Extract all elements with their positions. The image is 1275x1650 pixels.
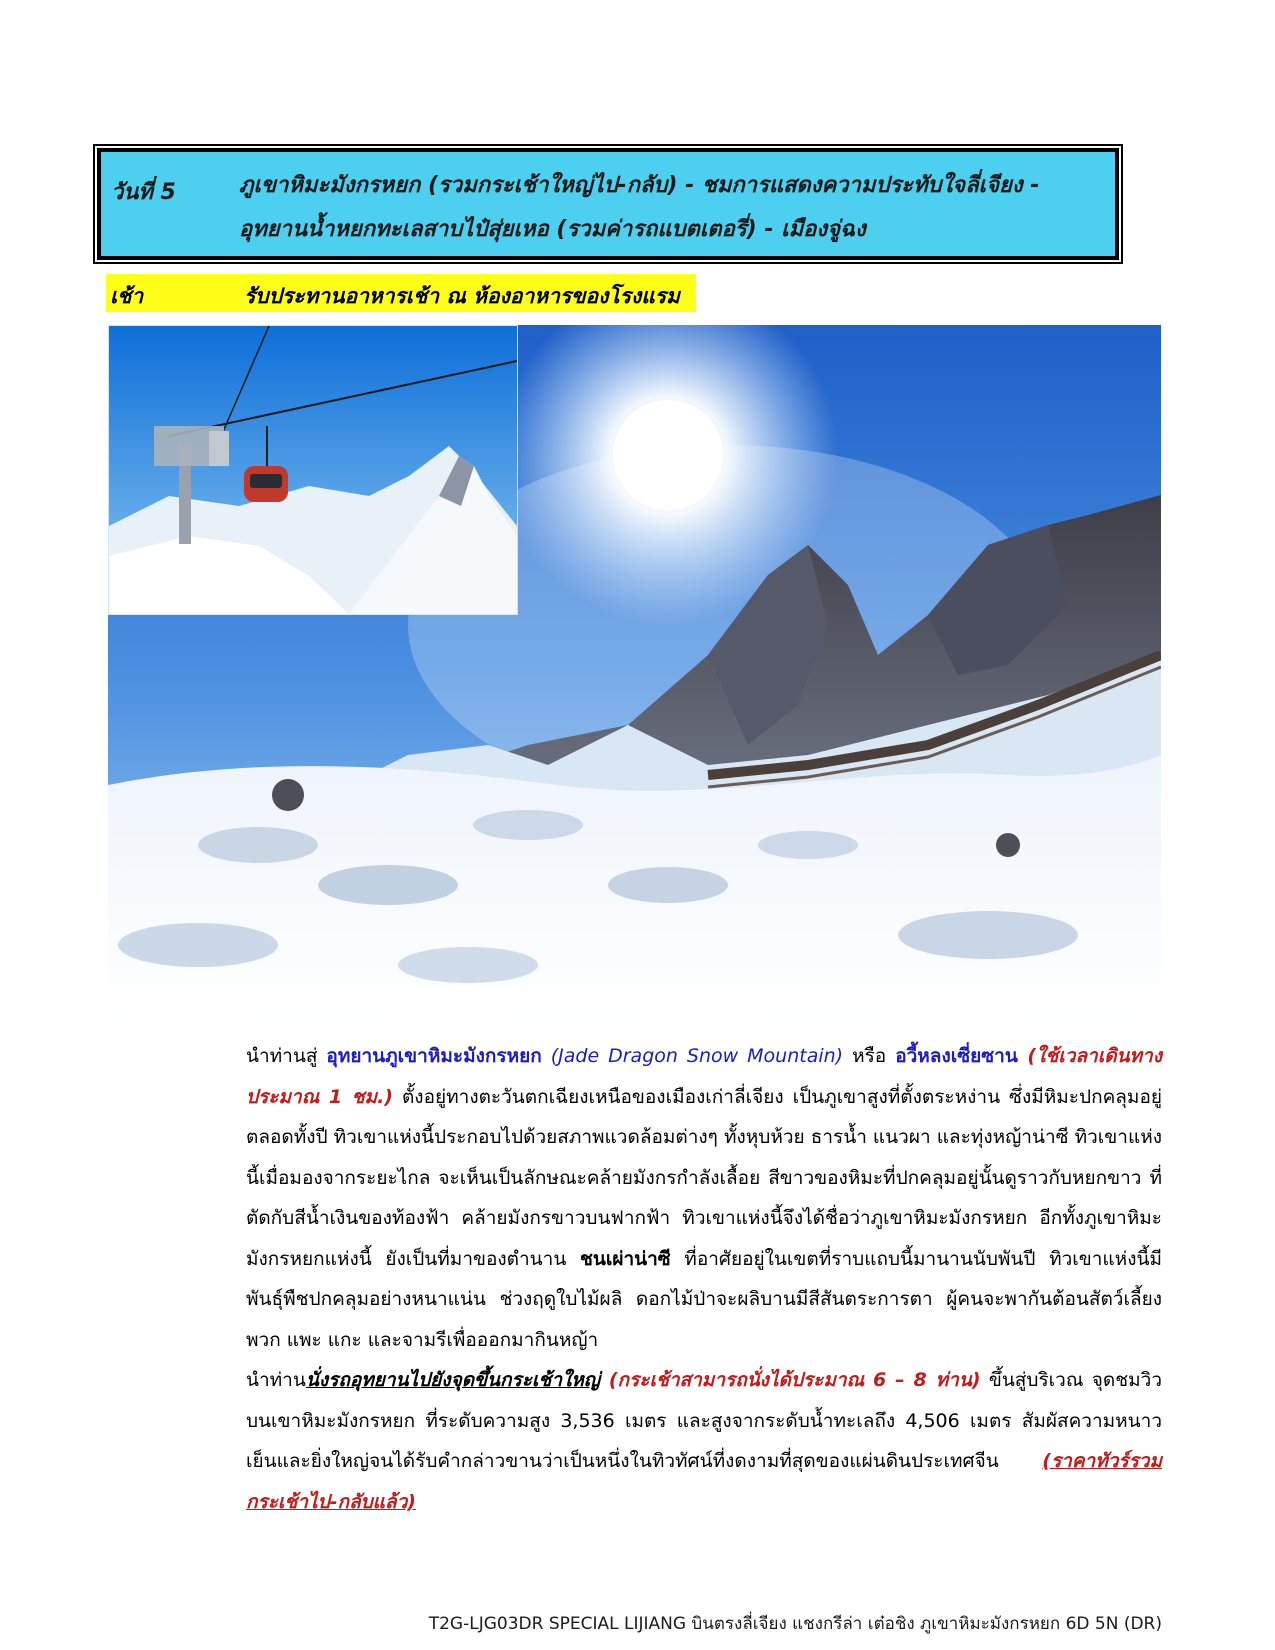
p2-text-1: นำท่าน: [246, 1369, 306, 1391]
p1-text-end: ที่อาศัยอยู่ในเขตที่ราบแถบนี้มานานนับพันปี ทิวเขาแห่งนี้มีพันธุ์พืชปกคลุมอย่างหนาแน่น ช่วงฤดูใบไม้ผลิ ดอกไม้ป่าจะผลิบานมีสีสันตระการตา ผู้คนจะพากันต้อนสัตว์เลี้ยง พวก แพะ แกะ และจามรีเพื่อออกมากินหญ้า: [246, 1247, 1162, 1351]
cable-car-illustration: [109, 326, 517, 614]
day-title: [239, 164, 1119, 252]
park-bus-to-cable-car: นั่งรถอุทยานไปยังจุดขึ้นกระเช้าใหญ่: [305, 1369, 600, 1391]
p1-text-or: หรือ: [843, 1045, 896, 1067]
p1-text-1: นำท่านสู่: [246, 1045, 327, 1067]
cable-car-photo: [108, 325, 518, 615]
morning-label: เช้า: [110, 284, 144, 308]
travel-time: (ใช้เวลาเดินทางประมาณ 1 ชม.): [246, 1045, 1162, 1108]
day-title-line1: ภูเขาหิมะมังกรหยก (รวมกระเช้าใหญ่ไป-กลับ) - ชมการแสดงความประทับใจลี่เจียง -: [239, 173, 1040, 198]
park-chinese-name: อวี้หลงเซี่ยซาน: [895, 1045, 1018, 1067]
page-footer: T2G-LJG03DR SPECIAL LIJIANG บินตรงลี่เจียง แชงกรีล่า เต๋อชิง ภูเขาหิมะมังกรหยก 6D 5N (DR): [428, 1614, 1162, 1634]
paragraph-jade-dragon: [246, 1036, 1162, 1360]
day-title-line2: อุทยานน้ำหยกทะเลสาบไป๋สุ่ยเหอ (รวมค่ารถแบตเตอรี่) - เมืองจู่ฉง: [239, 217, 866, 242]
morning-text: รับประทานอาหารเช้า ณ ห้องอาหารของโรงแรม: [244, 284, 680, 308]
park-name-english: (Jade Dragon Snow Mountain): [541, 1045, 844, 1067]
day-label: วันที่ 5: [111, 180, 176, 205]
price-includes-cable-car: (ราคาทัวร์รวมกระเช้าไป-กลับแล้ว): [246, 1450, 1162, 1513]
paragraph-cable-car: [246, 1360, 1162, 1522]
day-header-box: [97, 148, 1119, 260]
cable-car-capacity: (กระเช้าสามารถนั่งได้ประมาณ 6 – 8 ท่าน): [599, 1369, 981, 1391]
p2-text-body: ขึ้นสู่บริเวณ จุดชมวิวบนเขาหิมะมังกรหยก ที่ระดับความสูง 3,536 เมตร และสูงจากระดับน้ำทะเลถึง 4,506 เมตร สัมผัสความหนาวเย็นและยิ่งใหญ่จนได้รับคำกล่าวขานว่าเป็นหนึ่งในทิวทัศน์ที่งดงามที่สุดของแผ่นดินประเทศจีน: [246, 1369, 1163, 1472]
park-name: อุทยานภูเขาหิมะมังกรหยก: [326, 1045, 542, 1067]
naxi-tribe: ชนเผ่าน่าซี: [579, 1247, 671, 1270]
morning-bar: [106, 274, 696, 312]
p1-text-body: ตั้งอยู่ทางตะวันตกเฉียงเหนือของเมืองเก่าลี่เจียง เป็นภูเขาสูงที่ตั้งตระหง่าน ซึ่งมีหิมะปกคลุมอยู่ตลอดทั้งปี ทิวเขาแห่งนี้ประกอบไปด้วยสภาพแวดล้อมต่างๆ ทั้งหุบห้วย ธารน้ำ แนวผา และทุ่งหญ้าน่าซี ทิวเขาแห่งนี้เมื่อมองจากระยะไกล จะเห็นเป็นลักษณะคล้ายมังกรกำลังเลื้อย สีขาวของหิมะที่ปกคลุมอยู่นั้นดูราวกับหยกขาว ที่ตัดกับสีน้ำเงินของท้องฟ้า คล้ายมังกรขาวบนฟากฟ้า ทิวเขาแห่งนี้จึงได้ชื่อว่าภูเขาหิมะมังกรหยก อีกทั้งภูเขาหิมะมังกรหยกแห่งนี้ ยังเป็นที่มาของตำนาน: [246, 1085, 1162, 1270]
